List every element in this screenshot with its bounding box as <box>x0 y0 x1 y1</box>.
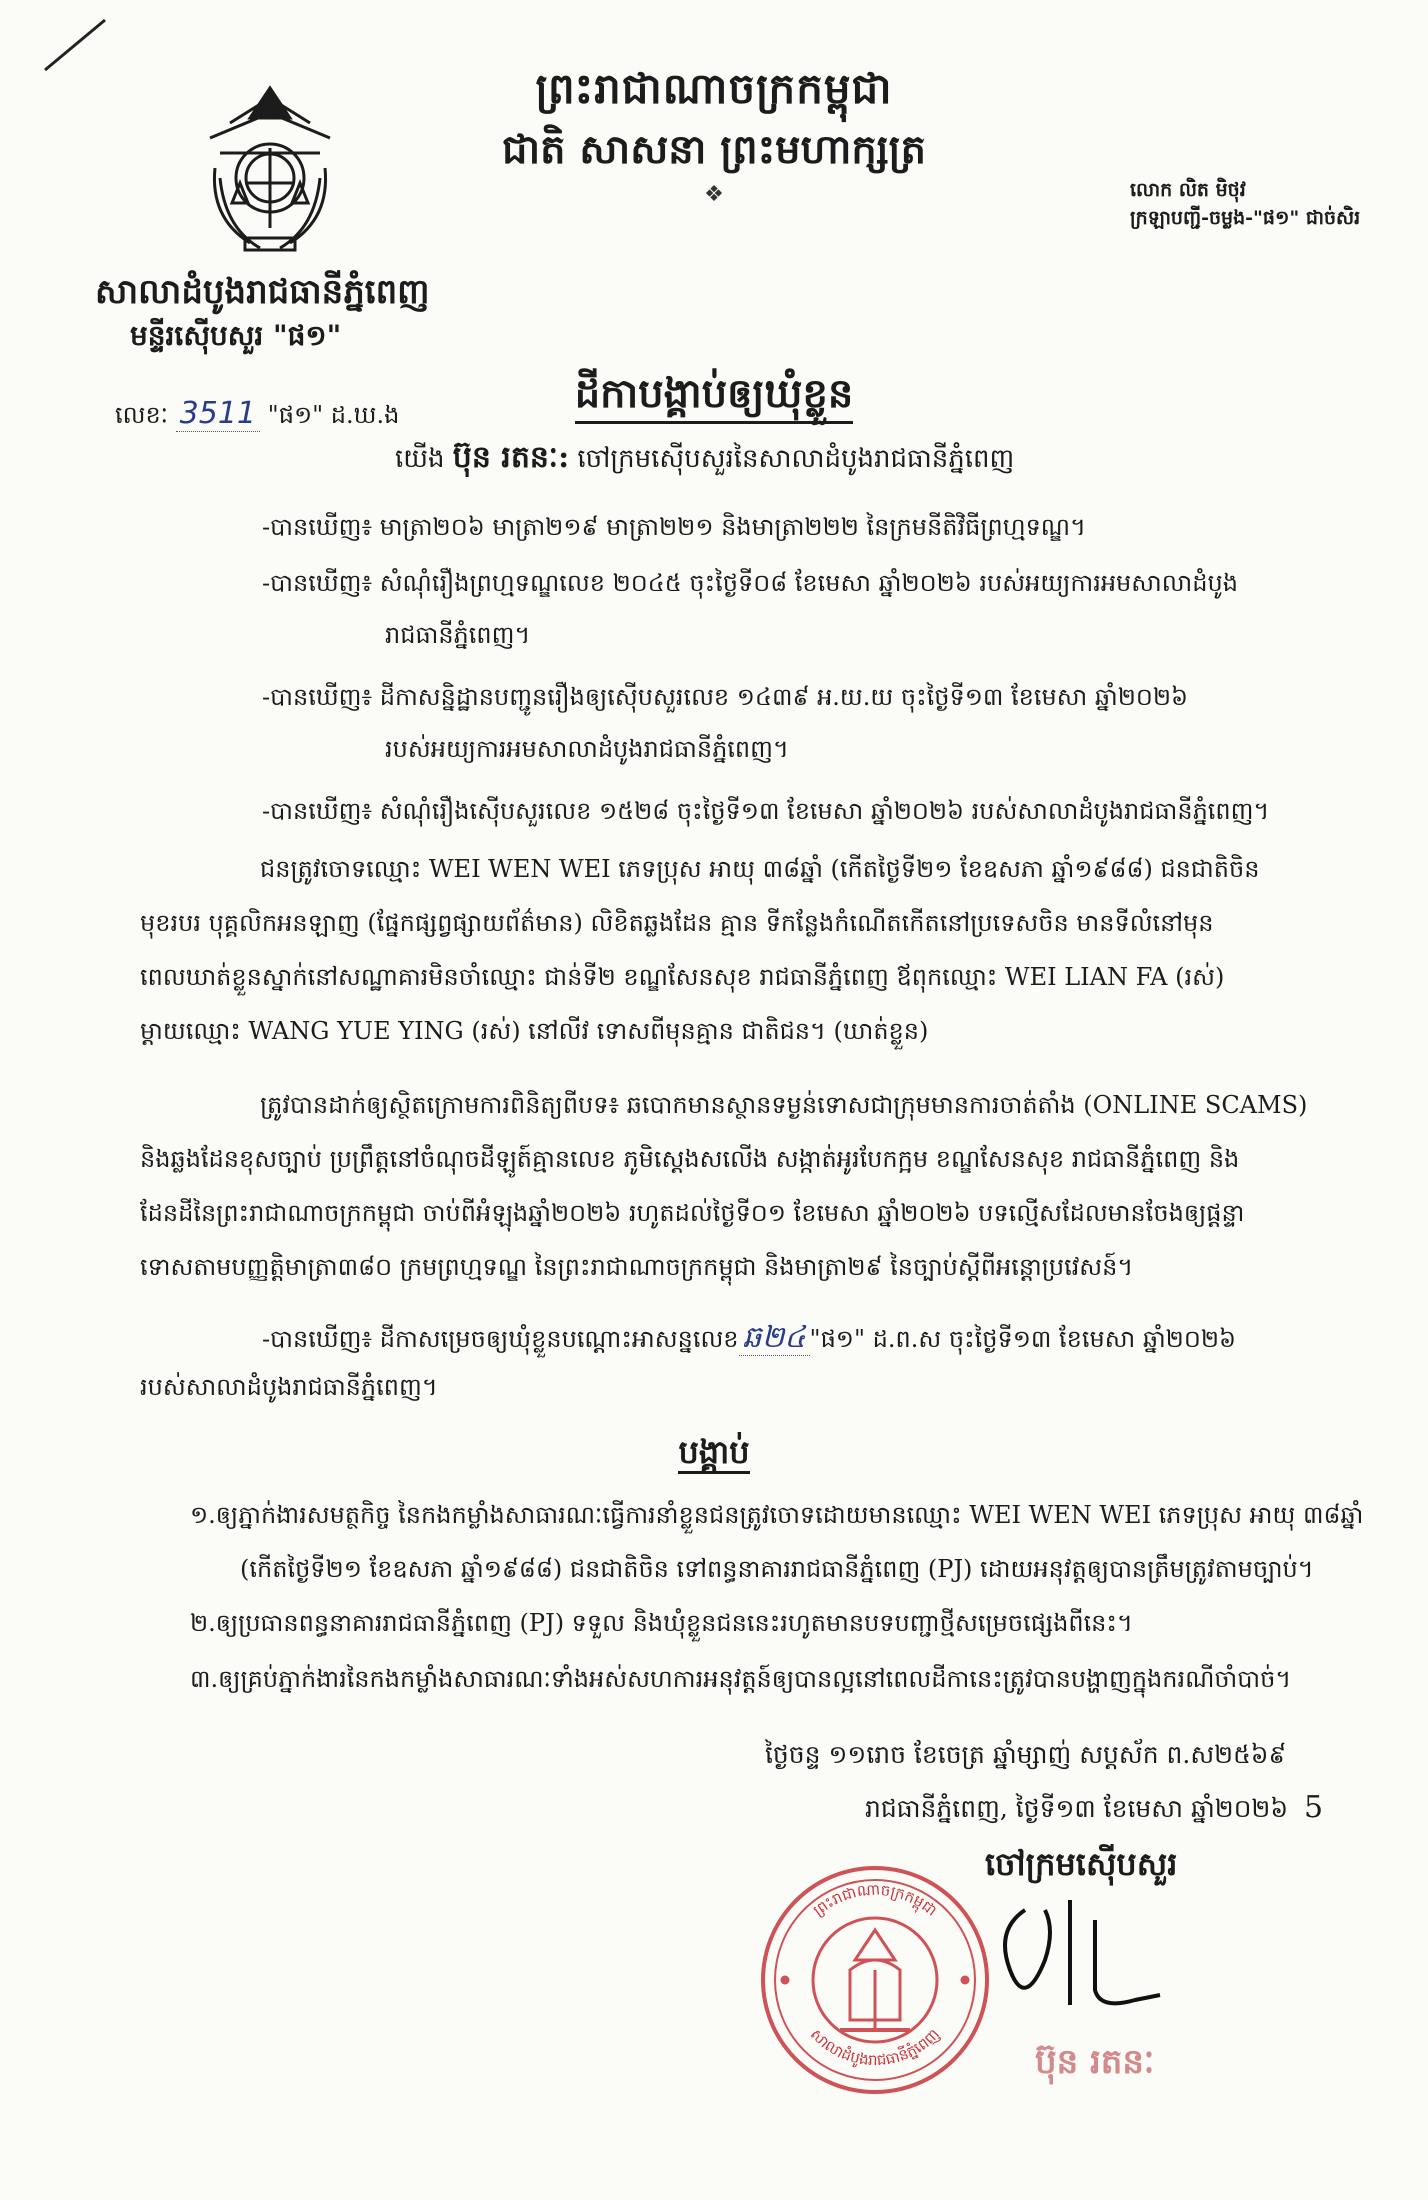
ref-prefix: លេខៈ <box>115 401 169 429</box>
seen-clause-2: -បានឃើញ៖ សំណុំរឿងព្រហ្មទណ្ឌលេខ ២០៤៥ ចុះថ្ងៃទី០៨ ខែមេសា ឆ្នាំ២០២៦ របស់អយ្យការអមសាលាដំបូង <box>262 569 1238 597</box>
court-name: សាលាដំបូងរាជធានីភ្នំពេញ <box>95 272 430 312</box>
corner-mark: លោក លិត មិថុវ <box>1130 179 1246 201</box>
charge-line-1: ត្រូវបានដាក់ឲ្យស្ថិតក្រោមការពិនិត្យពីបទ៖ ឆបោកមានស្ថានទម្ងន់ទោសជាក្រុមមានការចាត់តាំង (ONLINE SCAMS) <box>260 1091 1308 1119</box>
accused-line-1: ជនត្រូវចោទឈ្មោះ WEI WEN WEI ភេទប្រុស អាយុ ៣៨ឆ្នាំ (កើតថ្ងៃទី២១ ខែឧសភា ឆ្នាំ១៩៨៨) ជនជាតិចិន <box>260 855 1260 883</box>
document-title: ដីកាបង្គាប់ឲ្យឃុំខ្លួន <box>0 368 1428 427</box>
ref-number: 3511 <box>176 396 260 432</box>
seen-clause-5-cont: របស់សាលាដំបូងរាជធានីភ្នំពេញ។ <box>140 1373 438 1401</box>
seen-clause-3-cont: របស់អយ្យការអមសាលាដំបូងរាជធានីភ្នំពេញ។ <box>385 735 789 763</box>
seen-clause-4: -បានឃើញ៖ សំណុំរឿងស៊ើបសួរលេខ ១៥២៨ ចុះថ្ងៃទី១៣ ខែមេសា ឆ្នាំ២០២៦ របស់សាលាដំបូងរាជធានីភ្នំពេញ។ <box>262 797 1270 825</box>
kingdom-motto: ជាតិ សាសនា ព្រះមហាក្សត្រ <box>502 126 926 173</box>
judge-title: ចៅក្រមស៊ើបសួរនៃសាលាដំបូងរាជធានីភ្នំពេញ <box>577 444 1015 474</box>
seen-clause-1: -បានឃើញ៖ មាត្រា២០៦ មាត្រា២១៩ មាត្រា២២១ និងមាត្រា២២២ នៃក្រមនីតិវិធីព្រហ្មទណ្ឌ។ <box>262 513 1086 541</box>
seen-clause-3: -បានឃើញ៖ ដីកាសន្និដ្ឋានបញ្ជូនរឿងឲ្យស៊ើបសួរលេខ ១៤៣៩ អ.យ.យ ចុះថ្ងៃទី១៣ ខែមេសា ឆ្នាំ២០២៦ <box>262 683 1189 711</box>
seen-clause-5: -បានឃើញ៖ ដីកាសម្រេចឲ្យឃុំខ្លួនបណ្តោះអាសន្នលេខ ឆ២៤ "ផ១" ដ.ព.ស ចុះថ្ងៃទី១៣ ខែមេសា ឆ្នាំ២០២៦ <box>262 1320 1236 1355</box>
corner-reference: ក្រឡាបញ្ជី-ចម្លង-"ផ១" ជាច់សិរ <box>1130 207 1361 229</box>
lunar-date: ថ្ងៃចន្ទ ១១រោច ខែចេត្រ ឆ្នាំម្សាញ់ សប្តស័ក ព.ស២៥៦៩ <box>765 1740 1287 1769</box>
judge-prefix: យើង <box>395 444 445 474</box>
charge-line-4: ទោសតាមបញ្ញត្តិមាត្រា៣៨០ ក្រមព្រហ្មទណ្ឌ នៃព្រះរាជាណាចក្រកម្ពុជា និងមាត្រា២៩ នៃច្បាប់ស្តីពីអន្តោប្រវេសន៍។ <box>140 1253 1134 1281</box>
order-item-3: ៣.ឲ្យគ្រប់ភ្នាក់ងារនៃកងកម្លាំងសាធារណៈទាំងអស់សហការអនុវត្តន៍ឲ្យបានល្អនៅពេលដីកានេះត្រូវបានបង្ហាញក្នុងករណីចាំបាច់។ <box>190 1665 1292 1693</box>
court-office: មន្ទីរស៊ើបសួរ "ផ១" <box>130 319 342 352</box>
judge-line: យើង ប៊ុន រតនៈ: ចៅក្រមស៊ើបសួរនៃសាលាដំបូងរាជធានីភ្នំពេញ <box>395 440 1015 475</box>
order-item-2: ២.ឲ្យប្រធានពន្ធនាគាររាជធានីភ្នំពេញ (PJ) ទទួល និងឃុំខ្លួនជននេះរហូតមានបទបញ្ជាថ្មីសម្រេចផ្សេងពីនេះ។ <box>190 1609 1133 1637</box>
charge-line-3: ដែនដីនៃព្រះរាជាណាចក្រកម្ពុជា ចាប់ពីអំឡុងឆ្នាំ២០២៦ រហូតដល់ថ្ងៃទី០១ ខែមេសា ឆ្នាំ២០២៦ បទល្មើសដែលមានចែងឲ្យផ្តន្ទា <box>140 1199 1245 1227</box>
order-section-title: បង្គាប់ <box>0 1432 1428 1479</box>
signer-name: ប៊ុន រតនៈ <box>1035 2042 1155 2082</box>
accused-line-3: ពេលឃាត់ខ្លួនស្នាក់នៅសណ្ឋាគារមិនចាំឈ្មោះ ជាន់ទី២ ខណ្ឌសែនសុខ រាជធានីភ្នំពេញ ឪពុកឈ្មោះ WEI LIAN FA (រស់) <box>140 963 1225 991</box>
order-item-1: ១.ឲ្យភ្នាក់ងារសមត្ថកិច្ច នៃកងកម្លាំងសាធារណៈធ្វើការនាំខ្លួនជនត្រូវចោទដោយមានឈ្មោះ WEI WEN WEI ភេទប្រុស អាយុ ៣៨ឆ្នាំ <box>190 1501 1364 1529</box>
charge-line-2: និងឆ្លងដែនខុសច្បាប់ ប្រព្រឹត្តនៅចំណុចដីឡូត៍គ្មានលេខ ភូមិស្តេងសលើង សង្កាត់អូរបែកក្អម ខណ្ឌសែនសុខ រាជធានីភ្នំពេញ និង <box>140 1145 1240 1173</box>
court-seal-stamp <box>755 1860 995 2100</box>
place-date: រាជធានីភ្នំពេញ, ថ្ងៃទី១៣ ខែមេសា ឆ្នាំ២០២៦ 5 <box>865 1790 1324 1825</box>
svg-text:សាលាដំបូងរាជធានីភ្នំពេញ: សាលាដំបូងរាជធានីភ្នំពេញ <box>806 2025 944 2070</box>
seen-clause-2-cont: រាជធានីភ្នំពេញ។ <box>385 621 531 649</box>
accused-line-4: ម្ដាយឈ្មោះ WANG YUE YING (រស់) នៅលីវ ទោសពីមុនគ្មាន ជាតិជន។ (ឃាត់ខ្លួន) <box>140 1017 929 1045</box>
accused-line-2: មុខរបរ បុគ្គលិកអនឡាញ (ផ្នែកផ្សព្វផ្សាយព័ត៌មាន) លិខិតឆ្លងដែន គ្មាន ទីកន្លែងកំណើតកើតនៅប្រទេសចិន មានទីលំនៅមុន <box>140 909 1214 937</box>
svg-text:ព្រះរាជាណាចក្រកម្ពុជា: ព្រះរាជាណាចក្រកម្ពុជា <box>809 1880 941 1920</box>
kingdom-title: ព្រះរាជាណាចក្រកម្ពុជា <box>535 64 893 113</box>
judge-name: ប៊ុន រតនៈ <box>452 440 559 475</box>
place-mark: 5 <box>1303 1790 1324 1825</box>
detention-order-number: ឆ២៤ <box>739 1320 810 1356</box>
handwritten-signature <box>985 1890 1175 2020</box>
order-item-1-cont: (កើតថ្ងៃទី២១ ខែឧសភា ឆ្នាំ១៩៨៨) ជនជាតិចិន ទៅពន្ធនាគាររាជធានីភ្នំពេញ (PJ) ដោយអនុវត្តឲ្យបានត្រឹមត្រូវតាមច្បាប់។ <box>240 1555 1314 1583</box>
header-ornament: ❖ <box>704 182 724 207</box>
reference-number-row <box>115 396 399 435</box>
signer-role: ចៅក្រមស៊ើបសួរ <box>985 1845 1178 1883</box>
ref-suffix: "ផ១" ដ.ឃ.ង <box>267 401 400 429</box>
